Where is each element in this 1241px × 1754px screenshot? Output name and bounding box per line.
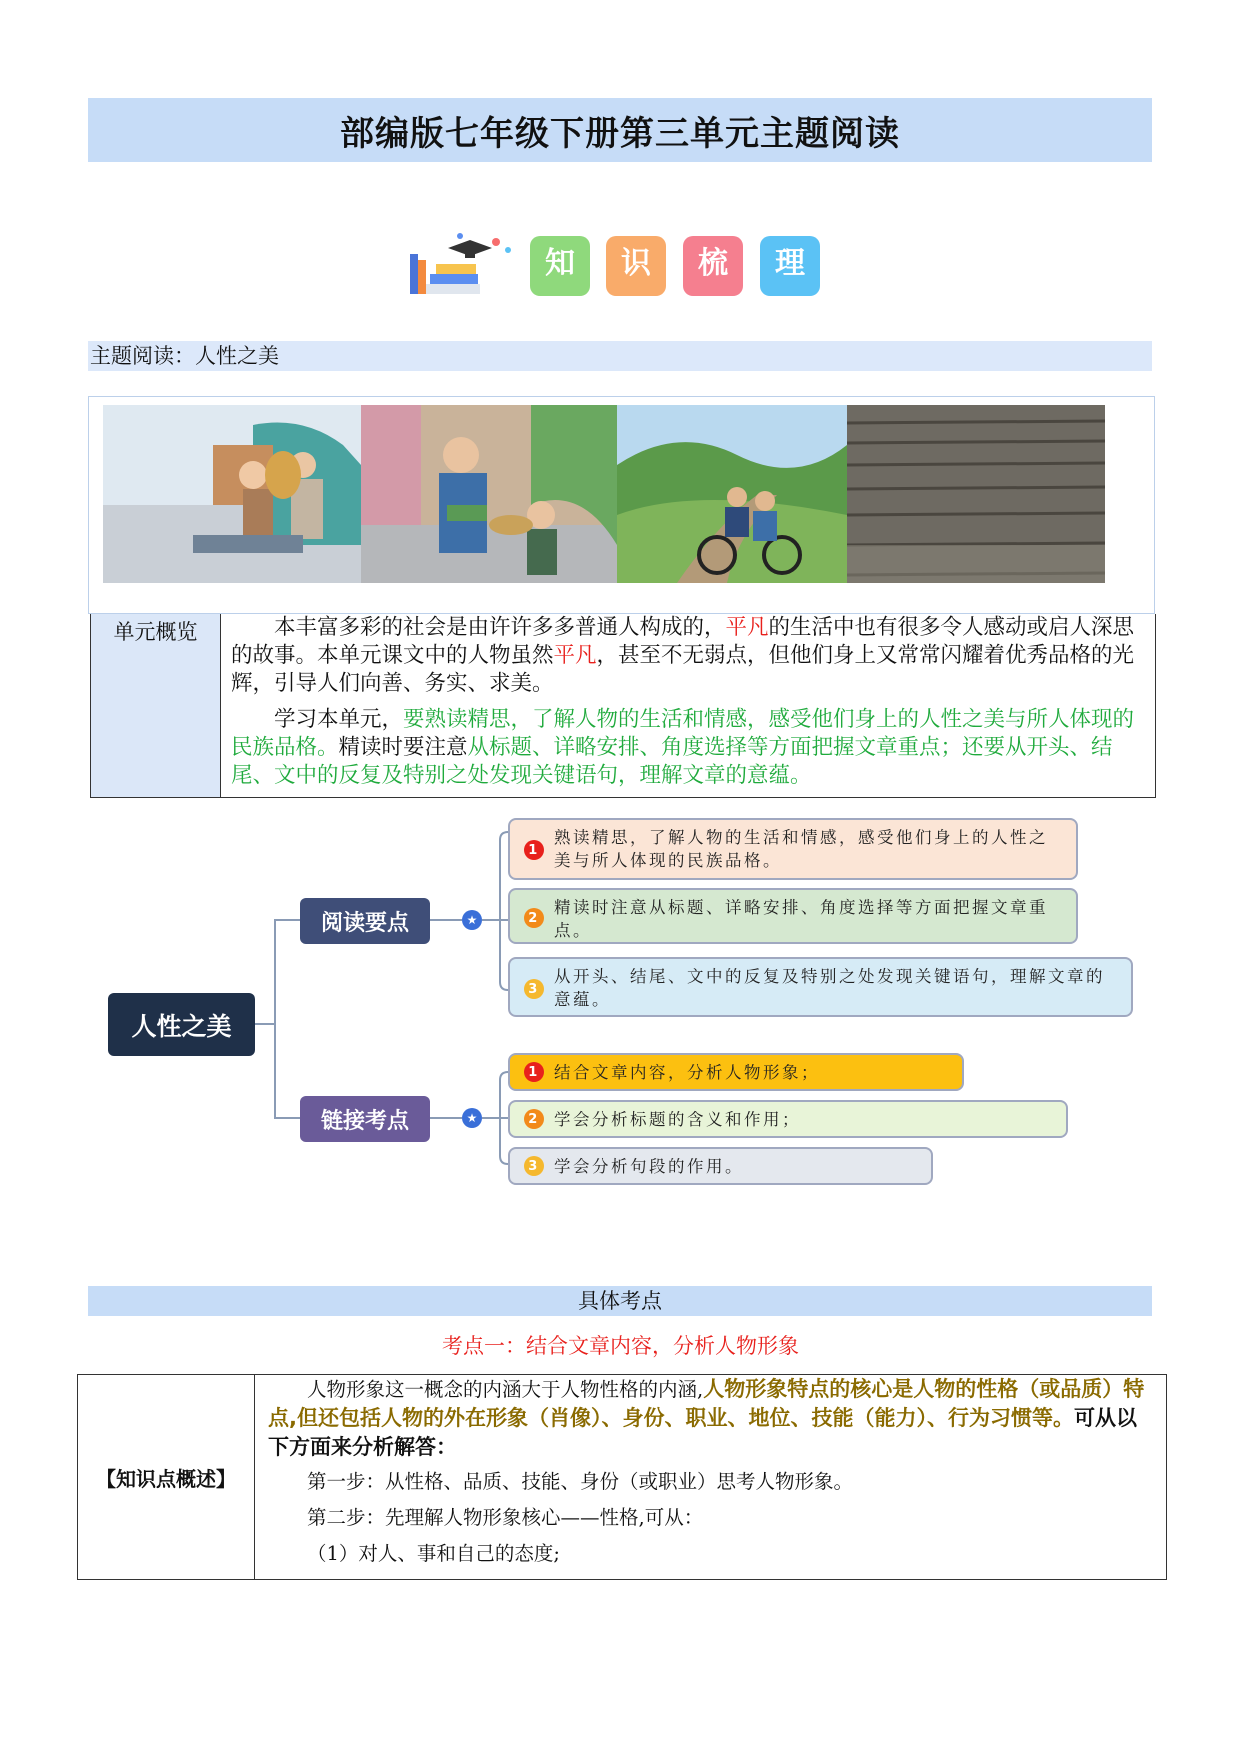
- reading-point-text: 精读时注意从标题、详略安排、角度选择等方面把握文章重点。: [554, 898, 1048, 940]
- specific-points-heading: 具体考点: [88, 1286, 1152, 1316]
- mindmap-root: 人性之美: [108, 993, 255, 1056]
- photo-stone-steps: [847, 405, 1105, 583]
- unit-overview-table: [90, 614, 1156, 798]
- exam-point-3: [508, 1147, 933, 1185]
- highlight-green: 从标题、详略安排、角度选择等方面把握文章重点；还要从开头、结尾、文中的反复及特别之处发现关键语句，理解文章的意蕴。: [231, 735, 1113, 788]
- illustration-bicycle-boys: [617, 405, 847, 583]
- overview-text: 本丰富多彩的社会是由许许多多普通人构成的，: [274, 615, 726, 640]
- knowledge-table: [77, 1374, 1167, 1580]
- overview-text: 学习本单元，: [274, 707, 404, 732]
- number-badge-icon: 3: [524, 979, 544, 999]
- knowledge-text: 可从以下方面来分析解答：: [268, 1406, 1137, 1459]
- number-badge-icon: 2: [524, 1109, 544, 1129]
- knowledge-text: 人物形象这一概念的内涵大于人物性格的内涵,: [307, 1378, 704, 1401]
- exam-point-text: 学会分析标题的含义和作用；: [554, 1110, 801, 1129]
- overview-label: 单元概览: [91, 614, 221, 797]
- books-graduation-cap-icon: [410, 232, 520, 304]
- page-title: 部编版七年级下册第三单元主题阅读: [88, 98, 1152, 162]
- reading-point-2: [508, 888, 1078, 944]
- illustration-strip: [88, 396, 1155, 614]
- overview-text: 的生活中也有很多令人感动或启人深思的故事。本单元课文中的人物虽然: [231, 615, 1135, 668]
- number-badge-icon: 3: [524, 1156, 544, 1176]
- knowledge-step-2: 第二步：先理解人物形象核心——性格,可从：: [307, 1506, 704, 1529]
- highlight-green: 要熟读精思，了解人物的生活和情感，感受他们身上的人性之美与所人体现的民族品格。: [231, 707, 1135, 760]
- overview-paragraph-1: [231, 614, 1143, 698]
- knowledge-item-1: （1）对人、事和自己的态度;: [307, 1542, 560, 1565]
- tile-zhi: 知: [530, 236, 590, 296]
- star-icon: ★: [462, 1108, 482, 1128]
- knowledge-step-1: 第一步：从性格、品质、技能、身份（或职业）思考人物形象。: [307, 1470, 854, 1493]
- kaodian-1-title: 考点一：结合文章内容，分析人物形象: [442, 1334, 799, 1358]
- overview-text: 精读时要注意: [338, 735, 468, 760]
- overview-paragraph-2: [231, 706, 1143, 790]
- number-badge-icon: 1: [524, 1062, 544, 1082]
- highlight-red: 平凡: [553, 643, 597, 668]
- reading-point-text: 从开头、结尾、文中的反复及特别之处发现关键语句，理解文章的意蕴。: [554, 967, 1105, 1009]
- theme-heading: 主题阅读：人性之美: [88, 341, 1152, 371]
- exam-point-text: 学会分析句段的作用。: [554, 1157, 744, 1176]
- exam-point-text: 结合文章内容，分析人物形象；: [554, 1063, 820, 1082]
- illustration-old-couple: [103, 405, 361, 583]
- number-badge-icon: 2: [524, 908, 544, 928]
- highlight-red: 平凡: [725, 615, 769, 640]
- illustration-gift-scene: [361, 405, 617, 583]
- exam-point-2: [508, 1100, 1068, 1138]
- knowledge-intro: [268, 1375, 1156, 1462]
- tile-shi: 识: [606, 236, 666, 296]
- reading-point-1: [508, 818, 1078, 880]
- overview-content: [231, 614, 1143, 798]
- knowledge-content: [268, 1375, 1156, 1568]
- overview-text: ，甚至不无弱点，但他们身上又常常闪耀着优秀品格的光辉，引导人们向善、务实、求美。: [231, 643, 1135, 696]
- knowledge-label: 【知识点概述】: [78, 1375, 255, 1579]
- mindmap-branch-exam: 链接考点: [300, 1096, 430, 1142]
- reading-point-text: 熟读精思，了解人物的生活和情感，感受他们身上的人性之美与所人体现的民族品格。: [554, 828, 1048, 870]
- tile-li: 理: [760, 236, 820, 296]
- exam-point-1: [508, 1053, 964, 1091]
- mindmap-branch-reading: 阅读要点: [300, 898, 430, 944]
- highlight-olive: 人物形象特点的核心是人物的性格（或品质）特点,但还包括人物的外在形象（肖像）、身份、职业、地位、技能（能力）、行为习惯等。: [268, 1377, 1145, 1430]
- star-icon: ★: [462, 910, 482, 930]
- reading-point-3: [508, 957, 1133, 1017]
- number-badge-icon: 1: [524, 840, 544, 860]
- tile-shu: 梳: [683, 236, 743, 296]
